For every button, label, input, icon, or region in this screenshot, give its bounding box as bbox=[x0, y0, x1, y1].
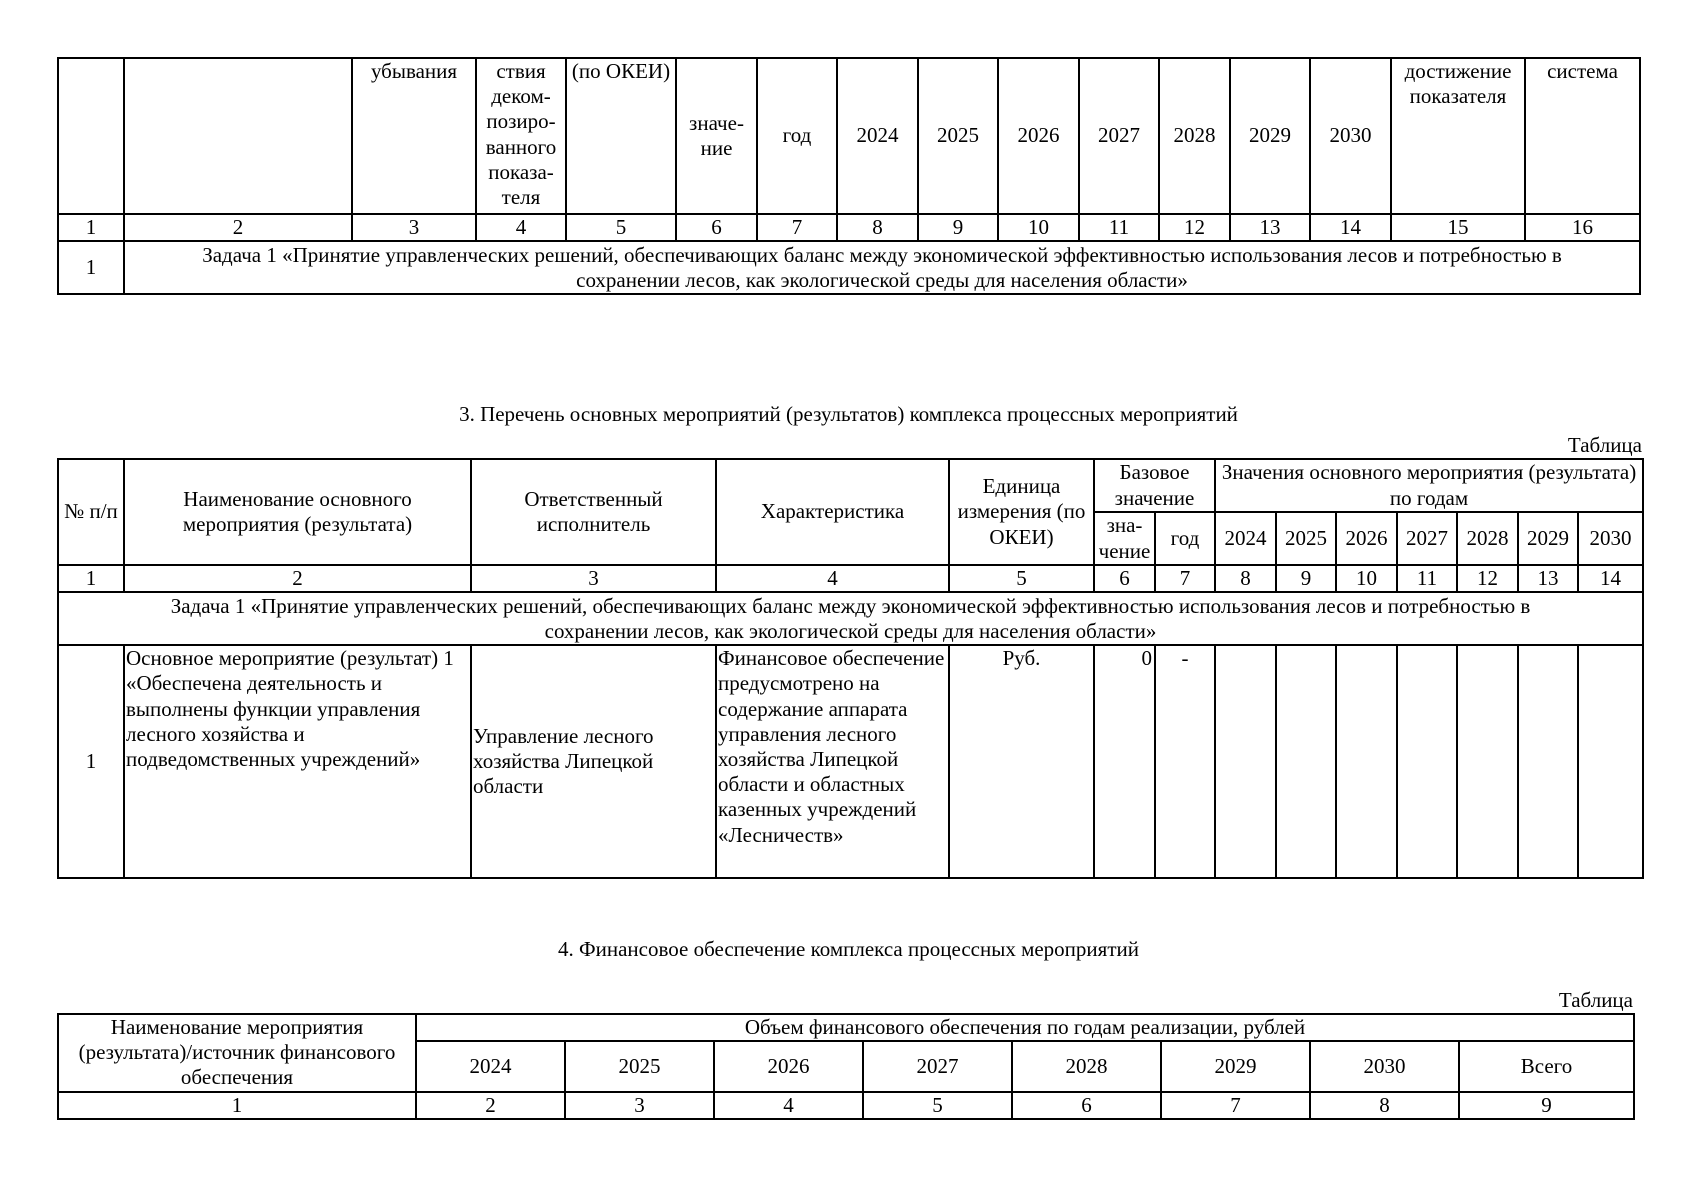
table1-header-cell bbox=[124, 58, 352, 214]
measure-base-year: - bbox=[1155, 645, 1215, 878]
column-number: 4 bbox=[716, 565, 949, 592]
column-number: 6 bbox=[1012, 1092, 1161, 1119]
column-number: 9 bbox=[1276, 565, 1336, 592]
table1-number-row bbox=[58, 214, 1640, 241]
column-number: 7 bbox=[757, 214, 837, 241]
financing-number-row bbox=[58, 1092, 1634, 1119]
header-responsible: Ответственный исполнитель bbox=[471, 459, 716, 565]
column-number: 3 bbox=[352, 214, 476, 241]
row-number: 1 bbox=[58, 645, 124, 878]
table1-header-cell: 2027 bbox=[1079, 58, 1159, 214]
header-year: 2025 bbox=[1276, 512, 1336, 565]
financing-header-row-1 bbox=[58, 1014, 1634, 1041]
column-number: 5 bbox=[566, 214, 676, 241]
indicators-table-continuation bbox=[57, 57, 1641, 295]
column-number: 1 bbox=[58, 565, 124, 592]
column-number: 14 bbox=[1578, 565, 1643, 592]
column-number: 7 bbox=[1155, 565, 1215, 592]
measure-year-value bbox=[1215, 645, 1276, 878]
column-number: 12 bbox=[1457, 565, 1518, 592]
header-unit: Единица измерения (по ОКЕИ) bbox=[949, 459, 1094, 565]
column-number: 13 bbox=[1518, 565, 1578, 592]
table1-header-cell: ствия деком-позиро-ванного показа-теля bbox=[476, 58, 566, 214]
column-number: 16 bbox=[1525, 214, 1640, 241]
column-number: 8 bbox=[1215, 565, 1276, 592]
column-number: 2 bbox=[124, 565, 471, 592]
table1-header-cell: убывания bbox=[352, 58, 476, 214]
table1-task-row bbox=[58, 241, 1640, 294]
column-number: 1 bbox=[58, 214, 124, 241]
header-name: Наименование основного мероприятия (результата) bbox=[124, 459, 471, 565]
task-text: Задача 1 «Принятие управленческих решений, обеспечивающих баланс между экономической эффективностью использования лесов и потребностью в сохранении лесов, как экологической среды для населения области» bbox=[124, 241, 1640, 294]
column-number: 8 bbox=[1310, 1092, 1459, 1119]
column-number: 6 bbox=[1094, 565, 1155, 592]
header-year: 2024 bbox=[1215, 512, 1276, 565]
column-number: 9 bbox=[918, 214, 998, 241]
column-number: 8 bbox=[837, 214, 918, 241]
column-number: 10 bbox=[998, 214, 1079, 241]
header-year: 2029 bbox=[1161, 1041, 1310, 1091]
column-number: 5 bbox=[949, 565, 1094, 592]
header-year: 2030 bbox=[1310, 1041, 1459, 1091]
measure-characteristic: Финансовое обеспечение предусмотрено на содержание аппарата управления лесного хозяйства Липецкой области и областных казенных учреждений «Лесничеств» bbox=[716, 645, 949, 878]
measure-year-value bbox=[1578, 645, 1643, 878]
measure-year-value bbox=[1518, 645, 1578, 878]
column-number: 9 bbox=[1459, 1092, 1634, 1119]
column-number: 14 bbox=[1310, 214, 1391, 241]
header-year: 2028 bbox=[1012, 1041, 1161, 1091]
header-year: 2030 bbox=[1578, 512, 1643, 565]
column-number: 12 bbox=[1159, 214, 1230, 241]
header-measure-name: Наименование мероприятия (результата)/источник финансового обеспечения bbox=[58, 1014, 416, 1092]
header-year: 2025 bbox=[565, 1041, 714, 1091]
column-number: 2 bbox=[124, 214, 352, 241]
measure-name: Основное мероприятие (результат) 1 «Обеспечена деятельность и выполнены функции управления лесного хозяйства и подведомственных учреждений» bbox=[124, 645, 471, 878]
measure-year-value bbox=[1397, 645, 1457, 878]
measure-year-value bbox=[1336, 645, 1397, 878]
measure-unit: Руб. bbox=[949, 645, 1094, 878]
header-characteristic: Характеристика bbox=[716, 459, 949, 565]
column-number: 11 bbox=[1079, 214, 1159, 241]
task-number: 1 bbox=[58, 241, 124, 294]
header-year: 2026 bbox=[714, 1041, 863, 1091]
table1-header-cell: достижение показателя bbox=[1391, 58, 1525, 214]
table1-header-cell: 2024 bbox=[837, 58, 918, 214]
measure-responsible: Управление лесного хозяйства Липецкой области bbox=[471, 645, 716, 878]
table1-header-cell: 2028 bbox=[1159, 58, 1230, 214]
measures-number-row bbox=[58, 565, 1643, 592]
header-total: Всего bbox=[1459, 1041, 1634, 1091]
header-num: № п/п bbox=[58, 459, 124, 565]
table1-header-cell: 2029 bbox=[1230, 58, 1310, 214]
column-number: 1 bbox=[58, 1092, 416, 1119]
column-number: 6 bbox=[676, 214, 757, 241]
header-year: 2024 bbox=[416, 1041, 565, 1091]
column-number: 3 bbox=[471, 565, 716, 592]
table1-header-row bbox=[58, 58, 1640, 214]
header-base: Базовое значение bbox=[1094, 459, 1215, 512]
table1-header-cell: 2026 bbox=[998, 58, 1079, 214]
section3-caption: Таблица bbox=[1567, 433, 1642, 457]
column-number: 15 bbox=[1391, 214, 1525, 241]
table1-header-cell: год bbox=[757, 58, 837, 214]
table1-header-cell: (по ОКЕИ) bbox=[566, 58, 676, 214]
measures-table bbox=[57, 458, 1644, 879]
table1-header-cell bbox=[58, 58, 124, 214]
column-number: 4 bbox=[714, 1092, 863, 1119]
column-number: 5 bbox=[863, 1092, 1012, 1119]
section3-title: 3. Перечень основных мероприятий (результатов) комплекса процессных мероприятий bbox=[459, 402, 1238, 426]
header-year: 2029 bbox=[1518, 512, 1578, 565]
table1-header-cell: система bbox=[1525, 58, 1640, 214]
column-number: 10 bbox=[1336, 565, 1397, 592]
header-volume: Объем финансового обеспечения по годам реализации, рублей bbox=[416, 1014, 1634, 1041]
header-year: 2027 bbox=[1397, 512, 1457, 565]
header-year: 2027 bbox=[863, 1041, 1012, 1091]
column-number: 11 bbox=[1397, 565, 1457, 592]
financing-table bbox=[57, 1013, 1635, 1120]
measures-task-row bbox=[58, 592, 1643, 645]
column-number: 7 bbox=[1161, 1092, 1310, 1119]
header-base-value: зна-чение bbox=[1094, 512, 1155, 565]
measure-year-value bbox=[1276, 645, 1336, 878]
section4-caption: Таблица bbox=[1558, 988, 1633, 1012]
table1-header-cell: 2030 bbox=[1310, 58, 1391, 214]
measures-data-row bbox=[58, 645, 1643, 878]
column-number: 13 bbox=[1230, 214, 1310, 241]
section4-title: 4. Финансовое обеспечение комплекса процессных мероприятий bbox=[558, 937, 1139, 961]
header-year: 2026 bbox=[1336, 512, 1397, 565]
table1-header-cell: значе-ние bbox=[676, 58, 757, 214]
task-text: Задача 1 «Принятие управленческих решений, обеспечивающих баланс между экономической эффективностью использования лесов и потребностью в сохранении лесов, как экологической среды для населения области» bbox=[58, 592, 1643, 645]
header-values-by-year: Значения основного мероприятия (результата) по годам bbox=[1215, 459, 1643, 512]
column-number: 4 bbox=[476, 214, 566, 241]
header-base-year: год bbox=[1155, 512, 1215, 565]
table1-header-cell: 2025 bbox=[918, 58, 998, 214]
column-number: 3 bbox=[565, 1092, 714, 1119]
measures-header-row-1 bbox=[58, 459, 1643, 512]
measure-year-value bbox=[1457, 645, 1518, 878]
header-year: 2028 bbox=[1457, 512, 1518, 565]
column-number: 2 bbox=[416, 1092, 565, 1119]
measure-base-value: 0 bbox=[1094, 645, 1155, 878]
